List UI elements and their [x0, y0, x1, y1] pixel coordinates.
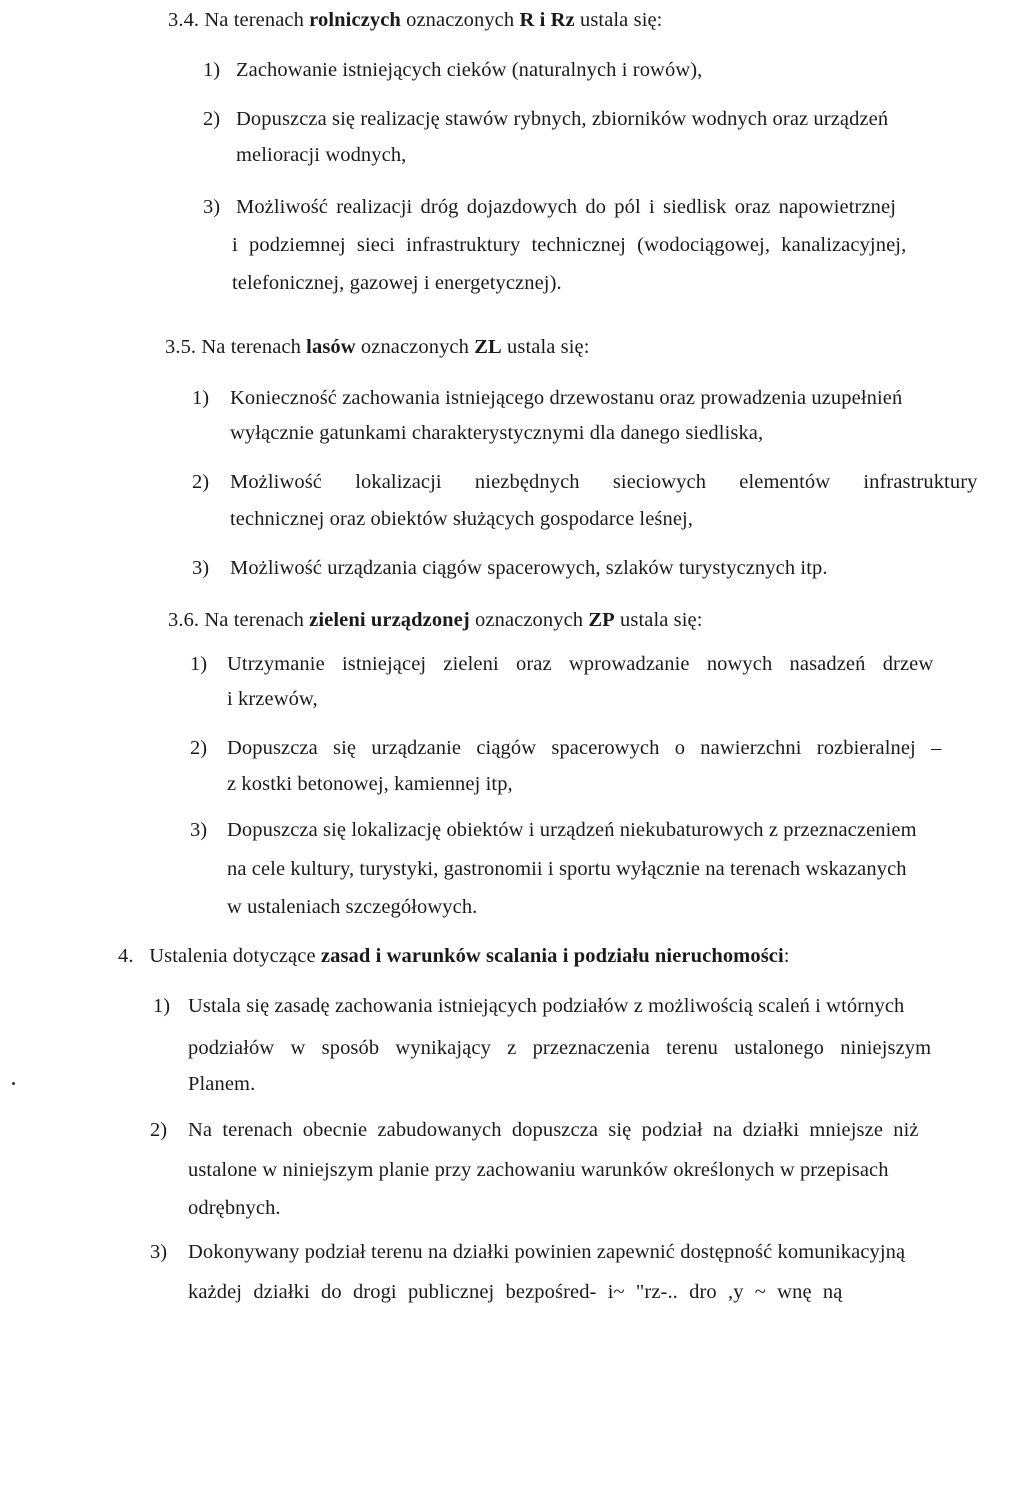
item-text: Dopuszcza się realizację stawów rybnych, zbiorników wodnych oraz urządzeń — [236, 108, 889, 130]
item-number: 3) — [190, 819, 208, 841]
section-3-6-heading: 3.6. Na terenach zieleni urządzonej oznaczonych ZP ustala się: — [168, 609, 703, 631]
item-text: ustalone w niniejszym planie przy zachowaniu warunków określonych w przepisach — [188, 1159, 889, 1181]
item-text: Dopuszcza się lokalizację obiektów i urządzeń niekubaturowych z przeznaczeniem — [227, 819, 917, 841]
item-text: melioracji wodnych, — [236, 144, 407, 166]
item-text: z kostki betonowej, kamiennej itp, — [227, 773, 513, 795]
item-text: Możliwość lokalizacji niezbędnych sieciowych elementów infrastruktury — [230, 471, 978, 493]
item-number: 1) — [153, 995, 171, 1017]
item-text: Możliwość urządzania ciągów spacerowych, szlaków turystycznych itp. — [230, 557, 828, 579]
item-number: 1) — [203, 59, 221, 81]
item-text: Ustala się zasadę zachowania istniejących podziałów z możliwością scaleń i wtórnych — [188, 995, 905, 1017]
item-text: technicznej oraz obiektów służących gospodarce leśnej, — [230, 508, 694, 530]
item-text: Na terenach obecnie zabudowanych dopuszcza się podział na działki mniejsze niż — [188, 1119, 919, 1141]
item-text: Konieczność zachowania istniejącego drzewostanu oraz prowadzenia uzupełnień — [230, 387, 903, 409]
item-text: Dopuszcza się urządzanie ciągów spacerowych o nawierzchni rozbieralnej – — [227, 737, 942, 759]
section-3-4-heading: 3.4. Na terenach rolniczych oznaczonych R i Rz ustala się: — [168, 9, 663, 31]
item-text: i podziemnej sieci infrastruktury technicznej (wodociągowej, kanalizacyjnej, — [232, 234, 907, 256]
item-text-cut-off: każdej działki do drogi publicznej bezpośred- i~ "rz-.. dro ,y ~ wnę ną — [188, 1281, 843, 1303]
item-text: i krzewów, — [227, 688, 318, 710]
item-number: 2) — [150, 1119, 168, 1141]
scan-speck — [12, 1082, 15, 1085]
item-text: Planem. — [188, 1073, 256, 1095]
item-number: 1) — [192, 387, 210, 409]
item-text: Zachowanie istniejących cieków (naturalnych i rowów), — [236, 59, 703, 81]
item-number: 2) — [190, 737, 208, 759]
item-text: odrębnych. — [188, 1197, 281, 1219]
item-text: Dokonywany podział terenu na działki powinien zapewnić dostępność komunikacyjną — [188, 1241, 906, 1263]
item-text: wyłącznie gatunkami charakterystycznymi dla danego siedliska, — [230, 422, 764, 444]
item-number: 2) — [192, 471, 210, 493]
item-text: telefonicznej, gazowej i energetycznej). — [232, 272, 562, 294]
item-text: podziałów w sposób wynikający z przeznaczenia terenu ustalonego niniejszym — [188, 1037, 932, 1059]
item-text: Możliwość realizacji dróg dojazdowych do pól i siedlisk oraz napowietrznej — [236, 196, 897, 218]
item-number: 3) — [150, 1241, 168, 1263]
item-text: Utrzymanie istniejącej zieleni oraz wprowadzanie nowych nasadzeń drzew — [227, 653, 934, 675]
item-number: 1) — [190, 653, 208, 675]
section-4-heading: 4. Ustalenia dotyczące zasad i warunków scalania i podziału nieruchomości: — [118, 945, 790, 967]
item-text: w ustaleniach szczegółowych. — [227, 896, 478, 918]
item-text: na cele kultury, turystyki, gastronomii i sportu wyłącznie na terenach wskazanych — [227, 858, 907, 880]
item-number: 3) — [192, 557, 210, 579]
section-3-5-heading: 3.5. Na terenach lasów oznaczonych ZL ustala się: — [165, 336, 590, 358]
item-number: 3) — [203, 196, 221, 218]
item-number: 2) — [203, 108, 221, 130]
